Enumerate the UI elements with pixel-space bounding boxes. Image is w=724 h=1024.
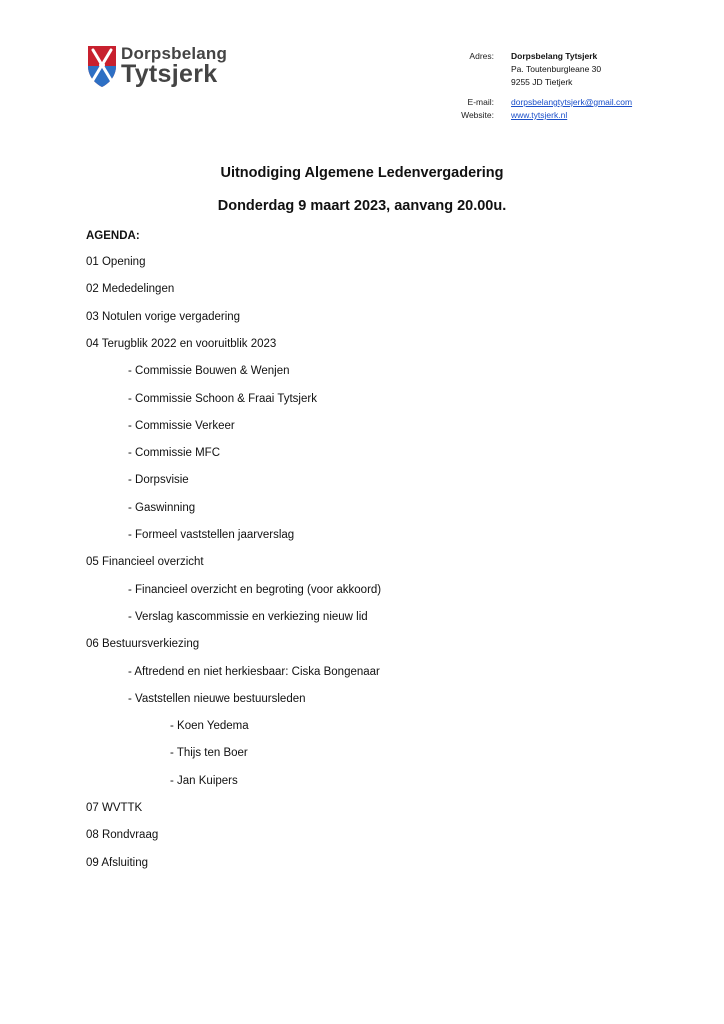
email-link[interactable]: dorpsbelangtytsjerk@gmail.com	[511, 97, 633, 107]
postal-city: 9255 JD Tietjerk	[511, 77, 573, 87]
agenda-subsubitem: - Thijs ten Boer	[170, 747, 248, 759]
agenda-item: 01 Opening	[86, 256, 146, 268]
agenda-subitem: - Vaststellen nieuwe bestuursleden	[128, 693, 306, 705]
agenda-subitem: - Commissie Schoon & Fraai Tytsjerk	[128, 393, 317, 405]
agenda-heading: AGENDA:	[86, 230, 140, 242]
email-label: E-mail:	[467, 97, 494, 107]
agenda-subitem: - Financieel overzicht en begroting (voor akkoord)	[128, 584, 382, 596]
agenda-subitem: - Commissie Verkeer	[128, 420, 235, 432]
logo-line2: Tytsjerk	[121, 60, 218, 88]
agenda-item: 04 Terugblik 2022 en vooruitblik 2023	[86, 338, 277, 350]
agenda-subitem: - Aftredend en niet herkiesbaar: Ciska Bongenaar	[128, 666, 380, 678]
website-link[interactable]: www.tytsjerk.nl	[511, 110, 568, 120]
agenda-subsubitem: - Koen Yedema	[170, 720, 249, 732]
org-name: Dorpsbelang Tytsjerk	[511, 51, 598, 61]
agenda-subitem: - Formeel vaststellen jaarverslag	[128, 529, 295, 541]
agenda-subitem: - Commissie MFC	[128, 447, 220, 459]
agenda-subitem: - Verslag kascommissie en verkiezing nieuw lid	[128, 611, 368, 623]
agenda-item: 03 Notulen vorige vergadering	[86, 311, 241, 323]
website-label: Website:	[461, 110, 494, 120]
agenda-subitem: - Commissie Bouwen & Wenjen	[128, 365, 290, 377]
agenda-item: 05 Financieel overzicht	[86, 556, 204, 568]
agenda-item: 02 Mededelingen	[86, 283, 175, 295]
agenda-item: 07 WVTTK	[86, 802, 143, 814]
agenda-item: 06 Bestuursverkiezing	[86, 638, 200, 650]
logo-line1: Dorpsbelang	[121, 44, 228, 63]
document-title: Uitnodiging Algemene Ledenvergadering	[220, 165, 504, 181]
agenda-subitem: - Dorpsvisie	[128, 474, 189, 486]
agenda-subsubitem: - Jan Kuipers	[170, 775, 238, 787]
address-label: Adres:	[469, 51, 494, 61]
document-subtitle: Donderdag 9 maart 2023, aanvang 20.00u.	[217, 198, 507, 214]
agenda-item: 09 Afsluiting	[86, 857, 149, 869]
agenda-subitem: - Gaswinning	[128, 502, 196, 514]
agenda-item: 08 Rondvraag	[86, 829, 159, 841]
street: Pa. Toutenburgleane 30	[511, 64, 602, 74]
